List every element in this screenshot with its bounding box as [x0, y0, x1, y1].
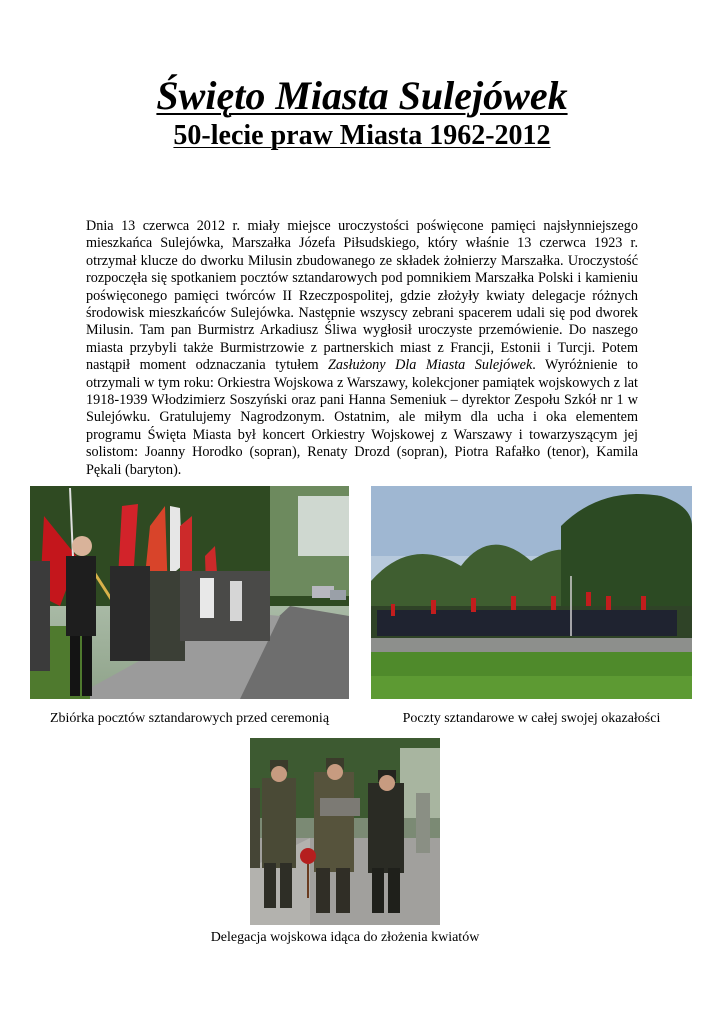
page-title [0, 74, 724, 118]
title-text: Święto Miasta Sulejówek [156, 73, 568, 118]
award-title: Zasłużony Dla Miasta Sulejówek [328, 357, 533, 374]
article-paragraph [86, 218, 638, 479]
page-subtitle [0, 120, 724, 152]
photo-caption: Zbiórka pocztów sztandarowych przed ceremonią [49, 711, 330, 726]
paragraph-part-1: Dnia 13 czerwca 2012 r. miały miejsce uroczystości poświęcone pamięci najsłynniejszego mieszkańca Sulejówka, Marszałka Józefa Piłsudskiego, który właśnie 13 czerwca 1923 r. otrzymał klucze do dworku Milusin zbudowanego ze składek żołnierzy Marszałka. Uroczystość rozpoczęła się spotkaniem pocztów sztandarowych pod pomnikiem Marszałka Polski i kamieniu poświęconego pamięci twórców II Rzeczpospolitej, gdzie złożyły kwiaty delegacje różnych środowisk mieszkańców Sulejówka. Następnie wszyscy zebrani spacerem udali się pod dworek Milusin. Tam pan Burmistrz Arkadiusz Śliwa wygłosił uroczyste przemówienie. Do naszego miasta przybyli także Burmistrzowie z partnerskich miast z Francji, Estonii i Turcji. Potem nastąpił moment odznaczania tytułem [86, 218, 638, 374]
photo-caption: Delegacja wojskowa idąca do złożenia kwiatów [210, 930, 480, 945]
subtitle-text: 50-lecie praw Miasta 1962-2012 [173, 120, 551, 151]
photo-flag-bearers-line [371, 486, 692, 699]
paragraph-part-2: . Wyróżnienie to otrzymali w tym roku: Orkiestra Wojskowa z Warszawy, kolekcjoner pamiątek wojskowych z lat 1918-1939 Włodzimierz Soszyński oraz pani Hanna Semeniuk – dyrektor Zespołu Szkół nr 1 w Sulejówku. Gratulujemy Nagrodzonym. Ostatnim, ale miłym dla ucha i oka elementem programu Święta Miasta był koncert Orkiestry Wojskowej z Warszawy i towarzyszącym jej solistom: Joanny Horodko (sopran), Renaty Drozd (sopran), Piotra Rafałko (tenor), Kamila Pękali (baryton). [86, 357, 638, 478]
photo-military-delegation [250, 738, 440, 925]
photo-caption: Poczty sztandarowe w całej swojej okazałości [402, 711, 661, 726]
photo-flag-bearers-gathering [30, 486, 349, 699]
